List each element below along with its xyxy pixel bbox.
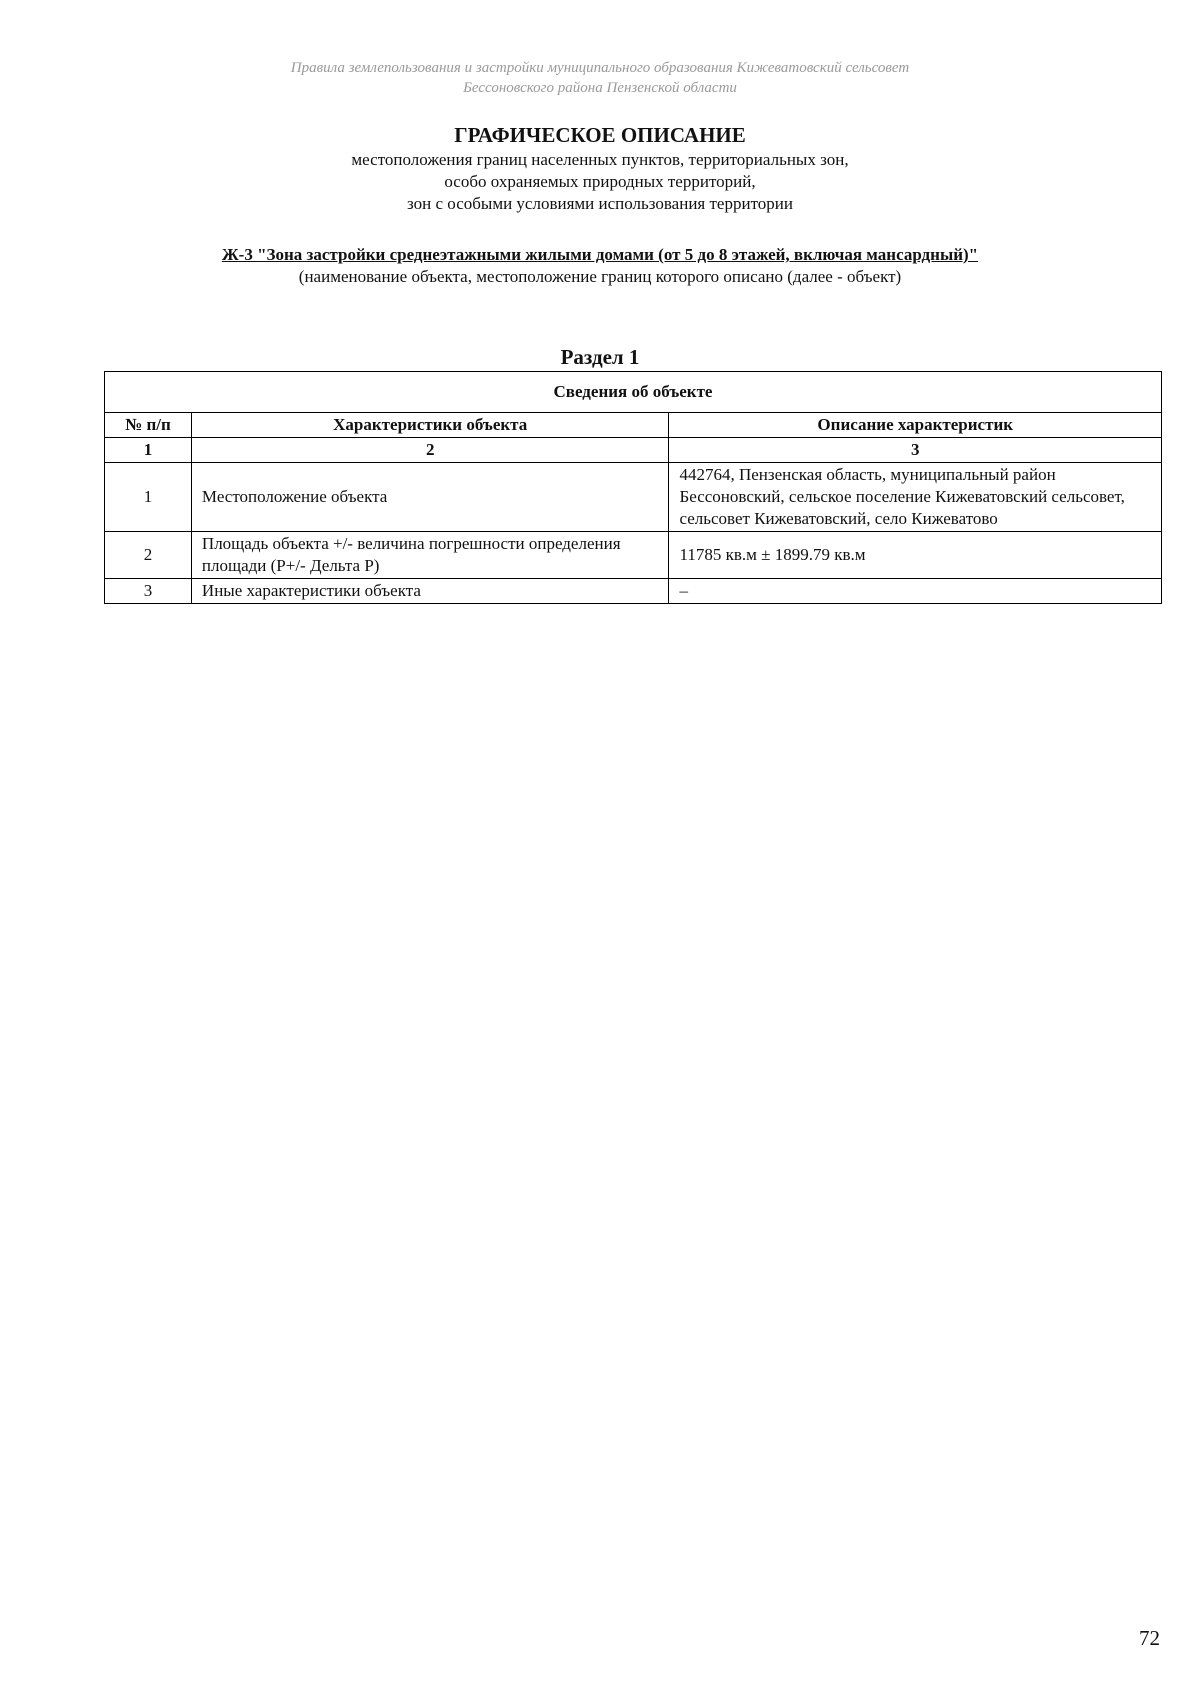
row-characteristic: Иные характеристики объекта — [191, 579, 669, 604]
table-caption: Сведения об объекте — [105, 372, 1162, 413]
page-header — [0, 58, 1200, 98]
column-number-1: 1 — [105, 438, 192, 463]
header-line-2: Бессоновского района Пензенской области — [463, 80, 737, 96]
object-name: Ж-3 "Зона застройки среднеэтажными жилыми домами (от 5 до 8 этажей, включая мансардный)" — [221, 245, 979, 264]
row-number: 2 — [105, 532, 192, 579]
row-characteristic: Местоположение объекта — [191, 463, 669, 532]
row-characteristic: Площадь объекта +/- величина погрешности определения площади (Р+/- Дельта Р) — [191, 532, 669, 579]
subtitle-line-2: особо охраняемых природных территорий, — [444, 172, 756, 191]
column-number-3: 3 — [669, 438, 1162, 463]
row-number: 3 — [105, 579, 192, 604]
object-info-table — [104, 371, 1162, 604]
table-header-row — [105, 413, 1162, 438]
object-caption: (наименование объекта, местоположение границ которого описано (далее - объект) — [298, 267, 902, 286]
subtitle-line-1: местоположения границ населенных пунктов, территориальных зон, — [351, 150, 849, 169]
document-title: ГРАФИЧЕСКОЕ ОПИСАНИЕ — [454, 123, 746, 147]
row-description: 11785 кв.м ± 1899.79 кв.м — [669, 532, 1162, 579]
table-row — [105, 463, 1162, 532]
table-row — [105, 579, 1162, 604]
object-block — [0, 244, 1200, 288]
page-number: 72 — [1139, 1626, 1160, 1650]
header-description: Описание характеристик — [669, 413, 1162, 438]
column-numbers-row — [105, 438, 1162, 463]
title-block — [0, 122, 1200, 215]
subtitle-line-3: зон с особыми условиями использования территории — [407, 194, 793, 213]
table-row — [105, 532, 1162, 579]
row-description: 442764, Пензенская область, муниципальный район Бессоновский, сельское поселение Кижеватовский сельсовет, сельсовет Кижеватовский, село Кижеватово — [669, 463, 1162, 532]
table-caption-row — [105, 372, 1162, 413]
column-number-2: 2 — [191, 438, 669, 463]
row-number: 1 — [105, 463, 192, 532]
header-characteristic: Характеристики объекта — [191, 413, 669, 438]
header-number: № п/п — [105, 413, 192, 438]
row-description: – — [669, 579, 1162, 604]
section-title: Раздел 1 — [560, 345, 640, 369]
header-line-1: Правила землепользования и застройки муниципального образования Кижеватовский сельсовет — [290, 60, 910, 76]
